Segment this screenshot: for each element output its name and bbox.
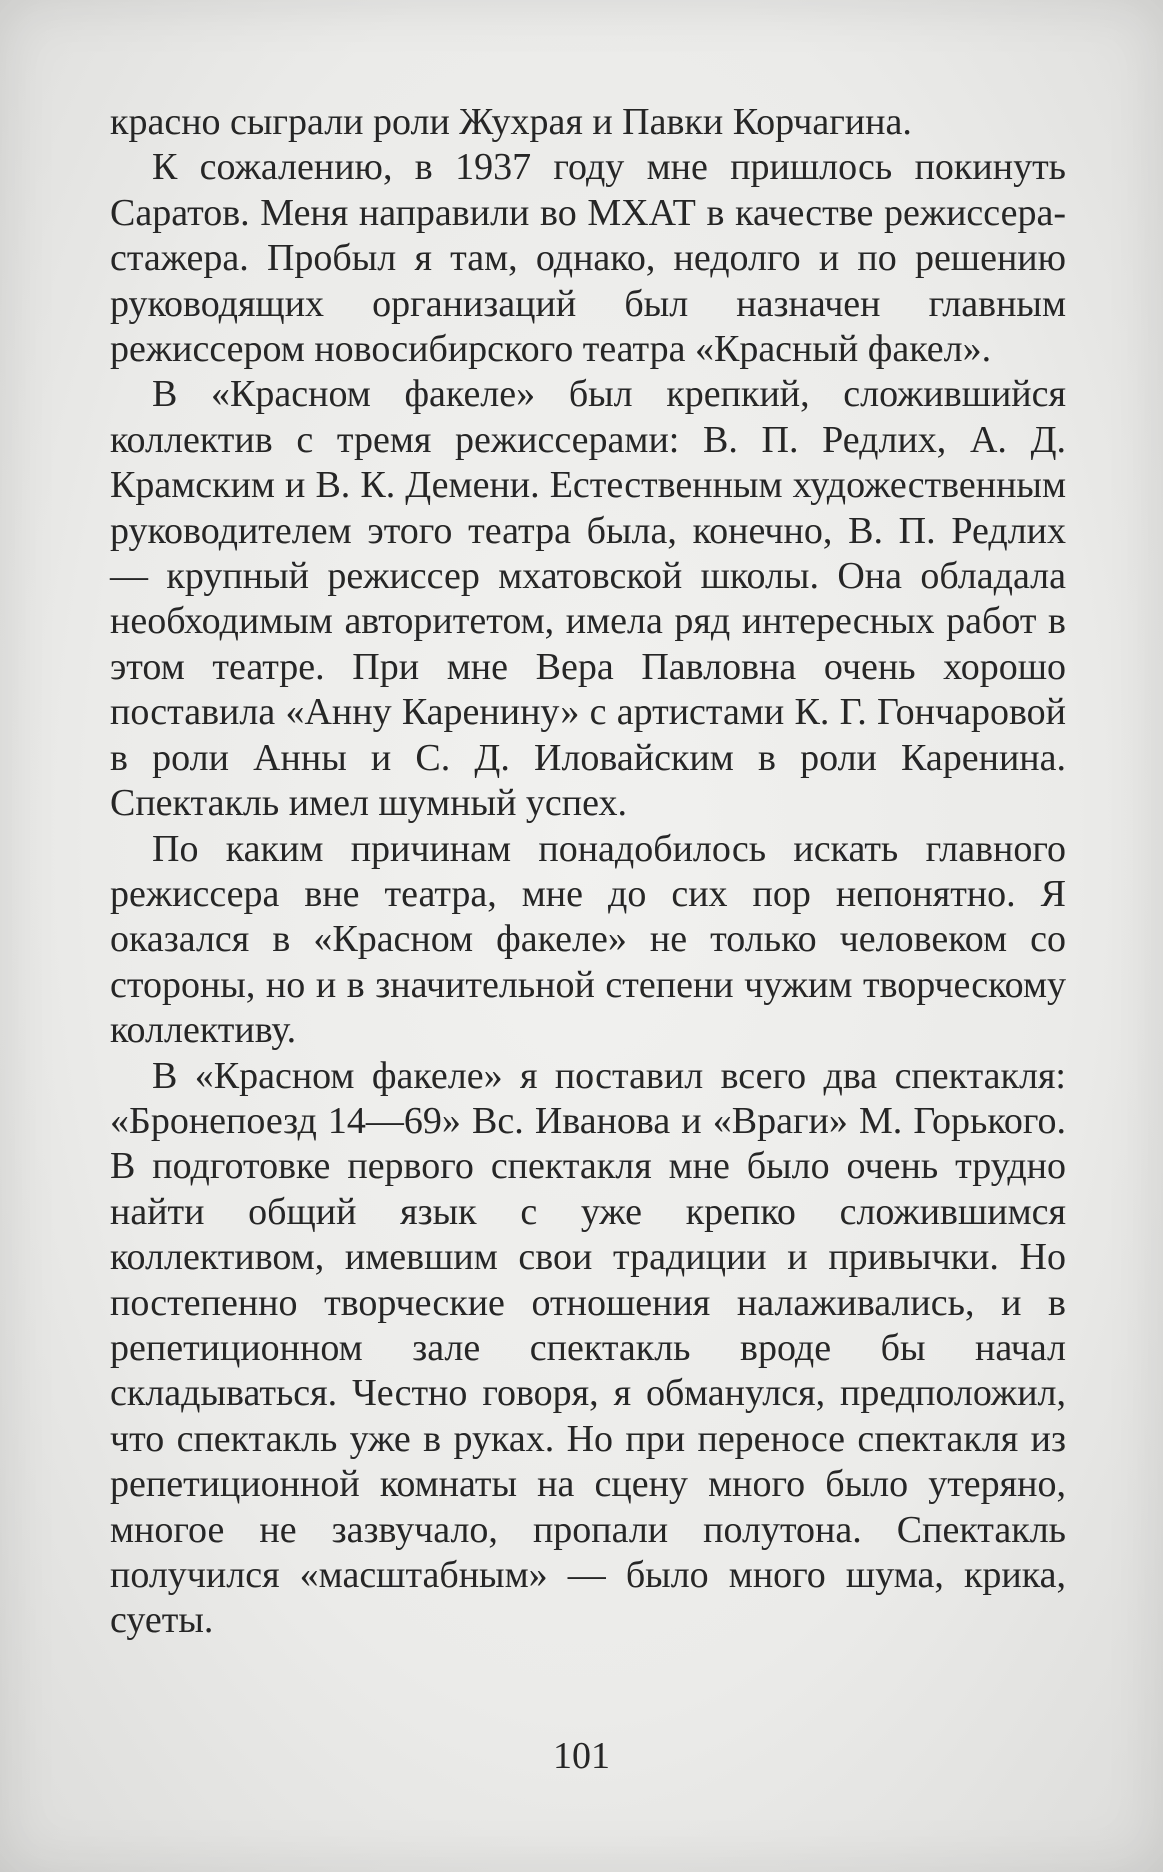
paragraph-5: В «Красном факеле» я поставил всего два спектакля: «Бронепоезд 14—69» Вс. Иванова и «Враги» М. Горького. В подготовке первого спектакля мне было очень трудно найти общий язык с уже крепко сложившимся коллективом, имевшим свои традиции и привычки. Но постепенно творческие отношения налаживались, и в репетиционном зале спектакль вроде бы начал складываться. Честно говоря, я обманулся, предположил, что спектакль уже в руках. Но при переносе спектакля из репетиционной комнаты на сцену много было утеряно, многое не зазвучало, пропали полутона. Спектакль получился «масштабным» — было много шума, крика, суеты. xyxy=(110,1054,1066,1642)
paragraph-2: К сожалению, в 1937 году мне пришлось покинуть Саратов. Меня направили во МХАТ в качестве режиссера-стажера. Пробыл я там, однако, недолго и по решению руководящих организаций был назначен главным режиссером новосибирского театра «Красный факел». xyxy=(110,146,1066,371)
paragraph-4: По каким причинам понадобилось искать главного режиссера вне театра, мне до сих пор непонятно. Я оказался в «Красном факеле» не только человеком со стороны, но и в значительной степени чужим творческому коллективу. xyxy=(110,827,1066,1052)
paragraph-1: красно сыграли роли Жухрая и Павки Корчагина. xyxy=(110,101,912,143)
body-text xyxy=(110,100,1066,1644)
paragraph-3: В «Красном факеле» был крепкий, сложившийся коллектив с тремя режиссерами: В. П. Редлих, А. Д. Крамским и В. К. Демени. Естественным художественным руководителем этого театра была, конечно, В. П. Редлих — крупный режиссер мхатовской школы. Она обладала необходимым авторитетом, имела ряд интересных работ в этом театре. При мне Вера Павловна очень хорошо поставила «Анну Каренину» с артистами К. Г. Гончаровой в роли Анны и С. Д. Иловайским в роли Каренина. Спектакль имел шумный успех. xyxy=(110,373,1066,825)
page-number: 101 xyxy=(553,1735,610,1777)
